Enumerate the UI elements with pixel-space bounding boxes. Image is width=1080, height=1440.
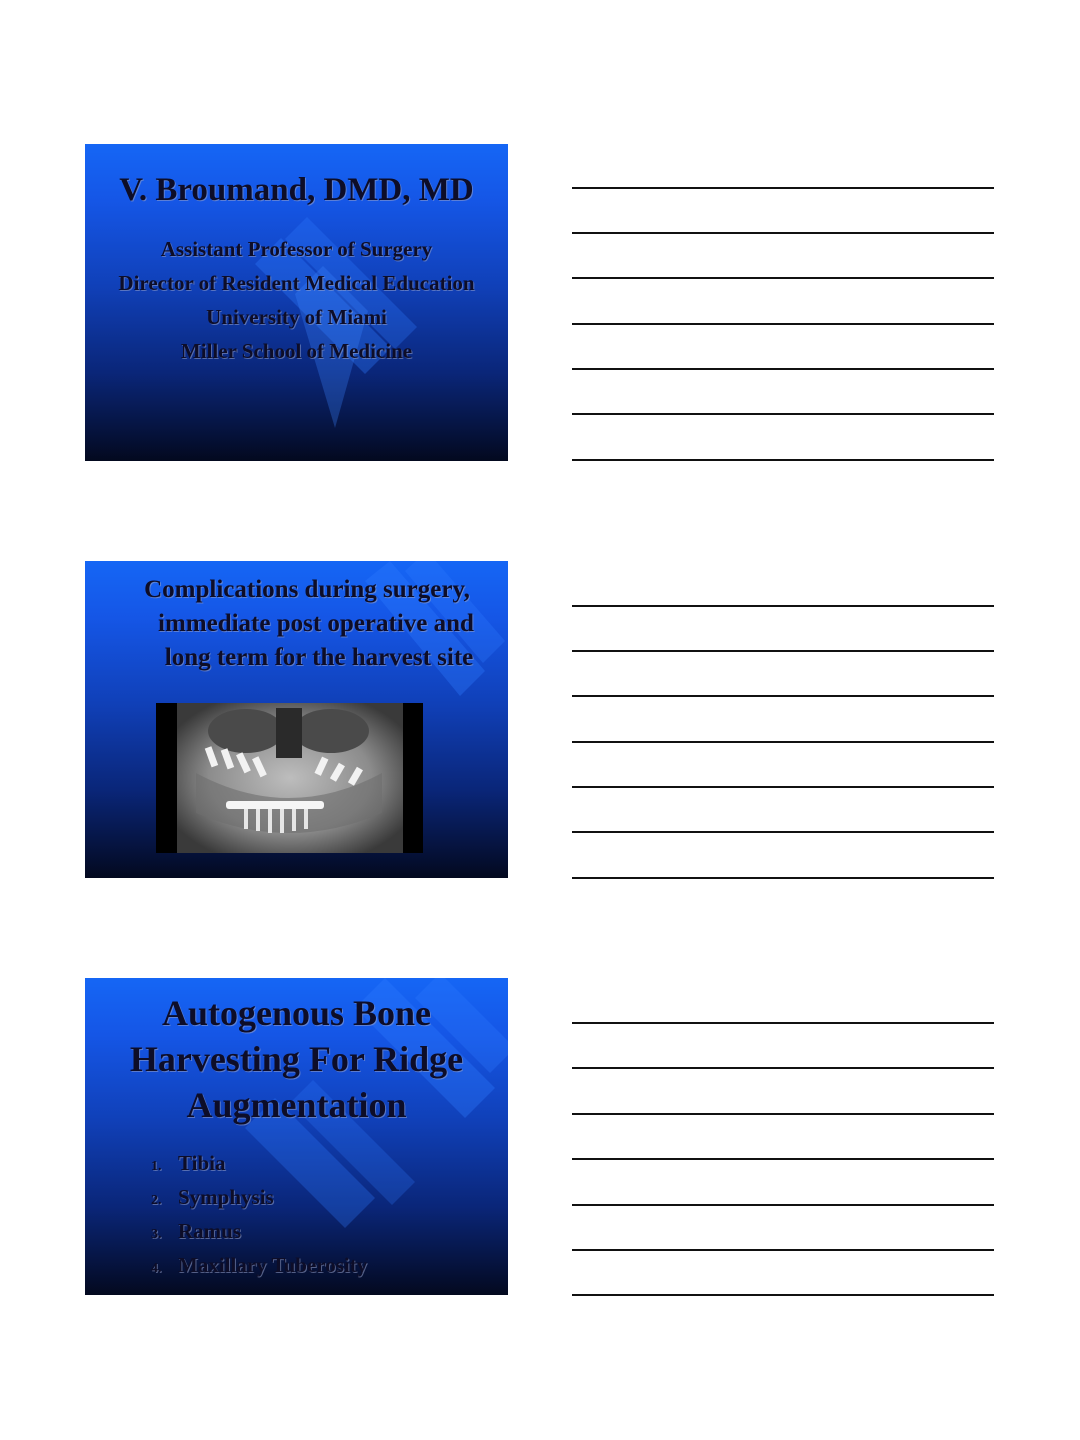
note-line bbox=[572, 413, 994, 415]
title-line: Complications during surgery, bbox=[144, 576, 470, 603]
note-line bbox=[572, 877, 994, 879]
list-number: 3. bbox=[151, 1227, 162, 1242]
note-line bbox=[572, 831, 994, 833]
slide-2 bbox=[85, 561, 508, 878]
slide-3-title bbox=[85, 990, 508, 1128]
list-text: Maxillary Tuberosity bbox=[178, 1253, 368, 1277]
list-number: 4. bbox=[151, 1261, 162, 1276]
note-line bbox=[572, 741, 994, 743]
panoramic-xray-image bbox=[156, 703, 423, 853]
slide-3 bbox=[85, 978, 508, 1295]
title-line: Autogenous Bone bbox=[161, 993, 432, 1033]
note-line bbox=[572, 368, 994, 370]
slide-1-title: V. Broumand, DMD, MD bbox=[119, 172, 474, 208]
list-item bbox=[151, 1250, 367, 1284]
list-text: Symphysis bbox=[178, 1185, 274, 1209]
note-line bbox=[572, 323, 994, 325]
list-text: Tibia bbox=[178, 1151, 226, 1175]
list-item bbox=[151, 1182, 367, 1216]
title-line: immediate post operative and bbox=[158, 610, 474, 637]
subtitle-line: Miller School of Medicine bbox=[180, 339, 413, 363]
subtitle-line: University of Miami bbox=[206, 305, 387, 329]
note-line bbox=[572, 277, 994, 279]
note-line bbox=[572, 1113, 994, 1115]
harvest-site-list bbox=[151, 1148, 367, 1284]
note-line bbox=[572, 695, 994, 697]
note-line bbox=[572, 605, 994, 607]
subtitle-line: Director of Resident Medical Education bbox=[118, 271, 475, 295]
note-line bbox=[572, 650, 994, 652]
list-item bbox=[151, 1148, 367, 1182]
title-line: Augmentation bbox=[186, 1085, 407, 1125]
note-line bbox=[572, 1294, 994, 1296]
slide-1 bbox=[85, 144, 508, 461]
subtitle-line: Assistant Professor of Surgery bbox=[160, 237, 433, 261]
note-line bbox=[572, 1249, 994, 1251]
note-line bbox=[572, 1022, 994, 1024]
list-text: Ramus bbox=[178, 1219, 242, 1243]
note-line bbox=[572, 232, 994, 234]
note-line bbox=[572, 1158, 994, 1160]
slide-2-title bbox=[107, 573, 507, 675]
note-line bbox=[572, 786, 994, 788]
note-line bbox=[572, 187, 994, 189]
note-line bbox=[572, 459, 994, 461]
note-line bbox=[572, 1067, 994, 1069]
list-number: 2. bbox=[151, 1193, 162, 1208]
list-number: 1. bbox=[151, 1159, 162, 1174]
note-line bbox=[572, 1204, 994, 1206]
title-line: long term for the harvest site bbox=[164, 644, 474, 671]
list-item bbox=[151, 1216, 367, 1250]
slide-1-subtitle bbox=[85, 232, 508, 368]
title-line: Harvesting For Ridge bbox=[129, 1039, 464, 1079]
